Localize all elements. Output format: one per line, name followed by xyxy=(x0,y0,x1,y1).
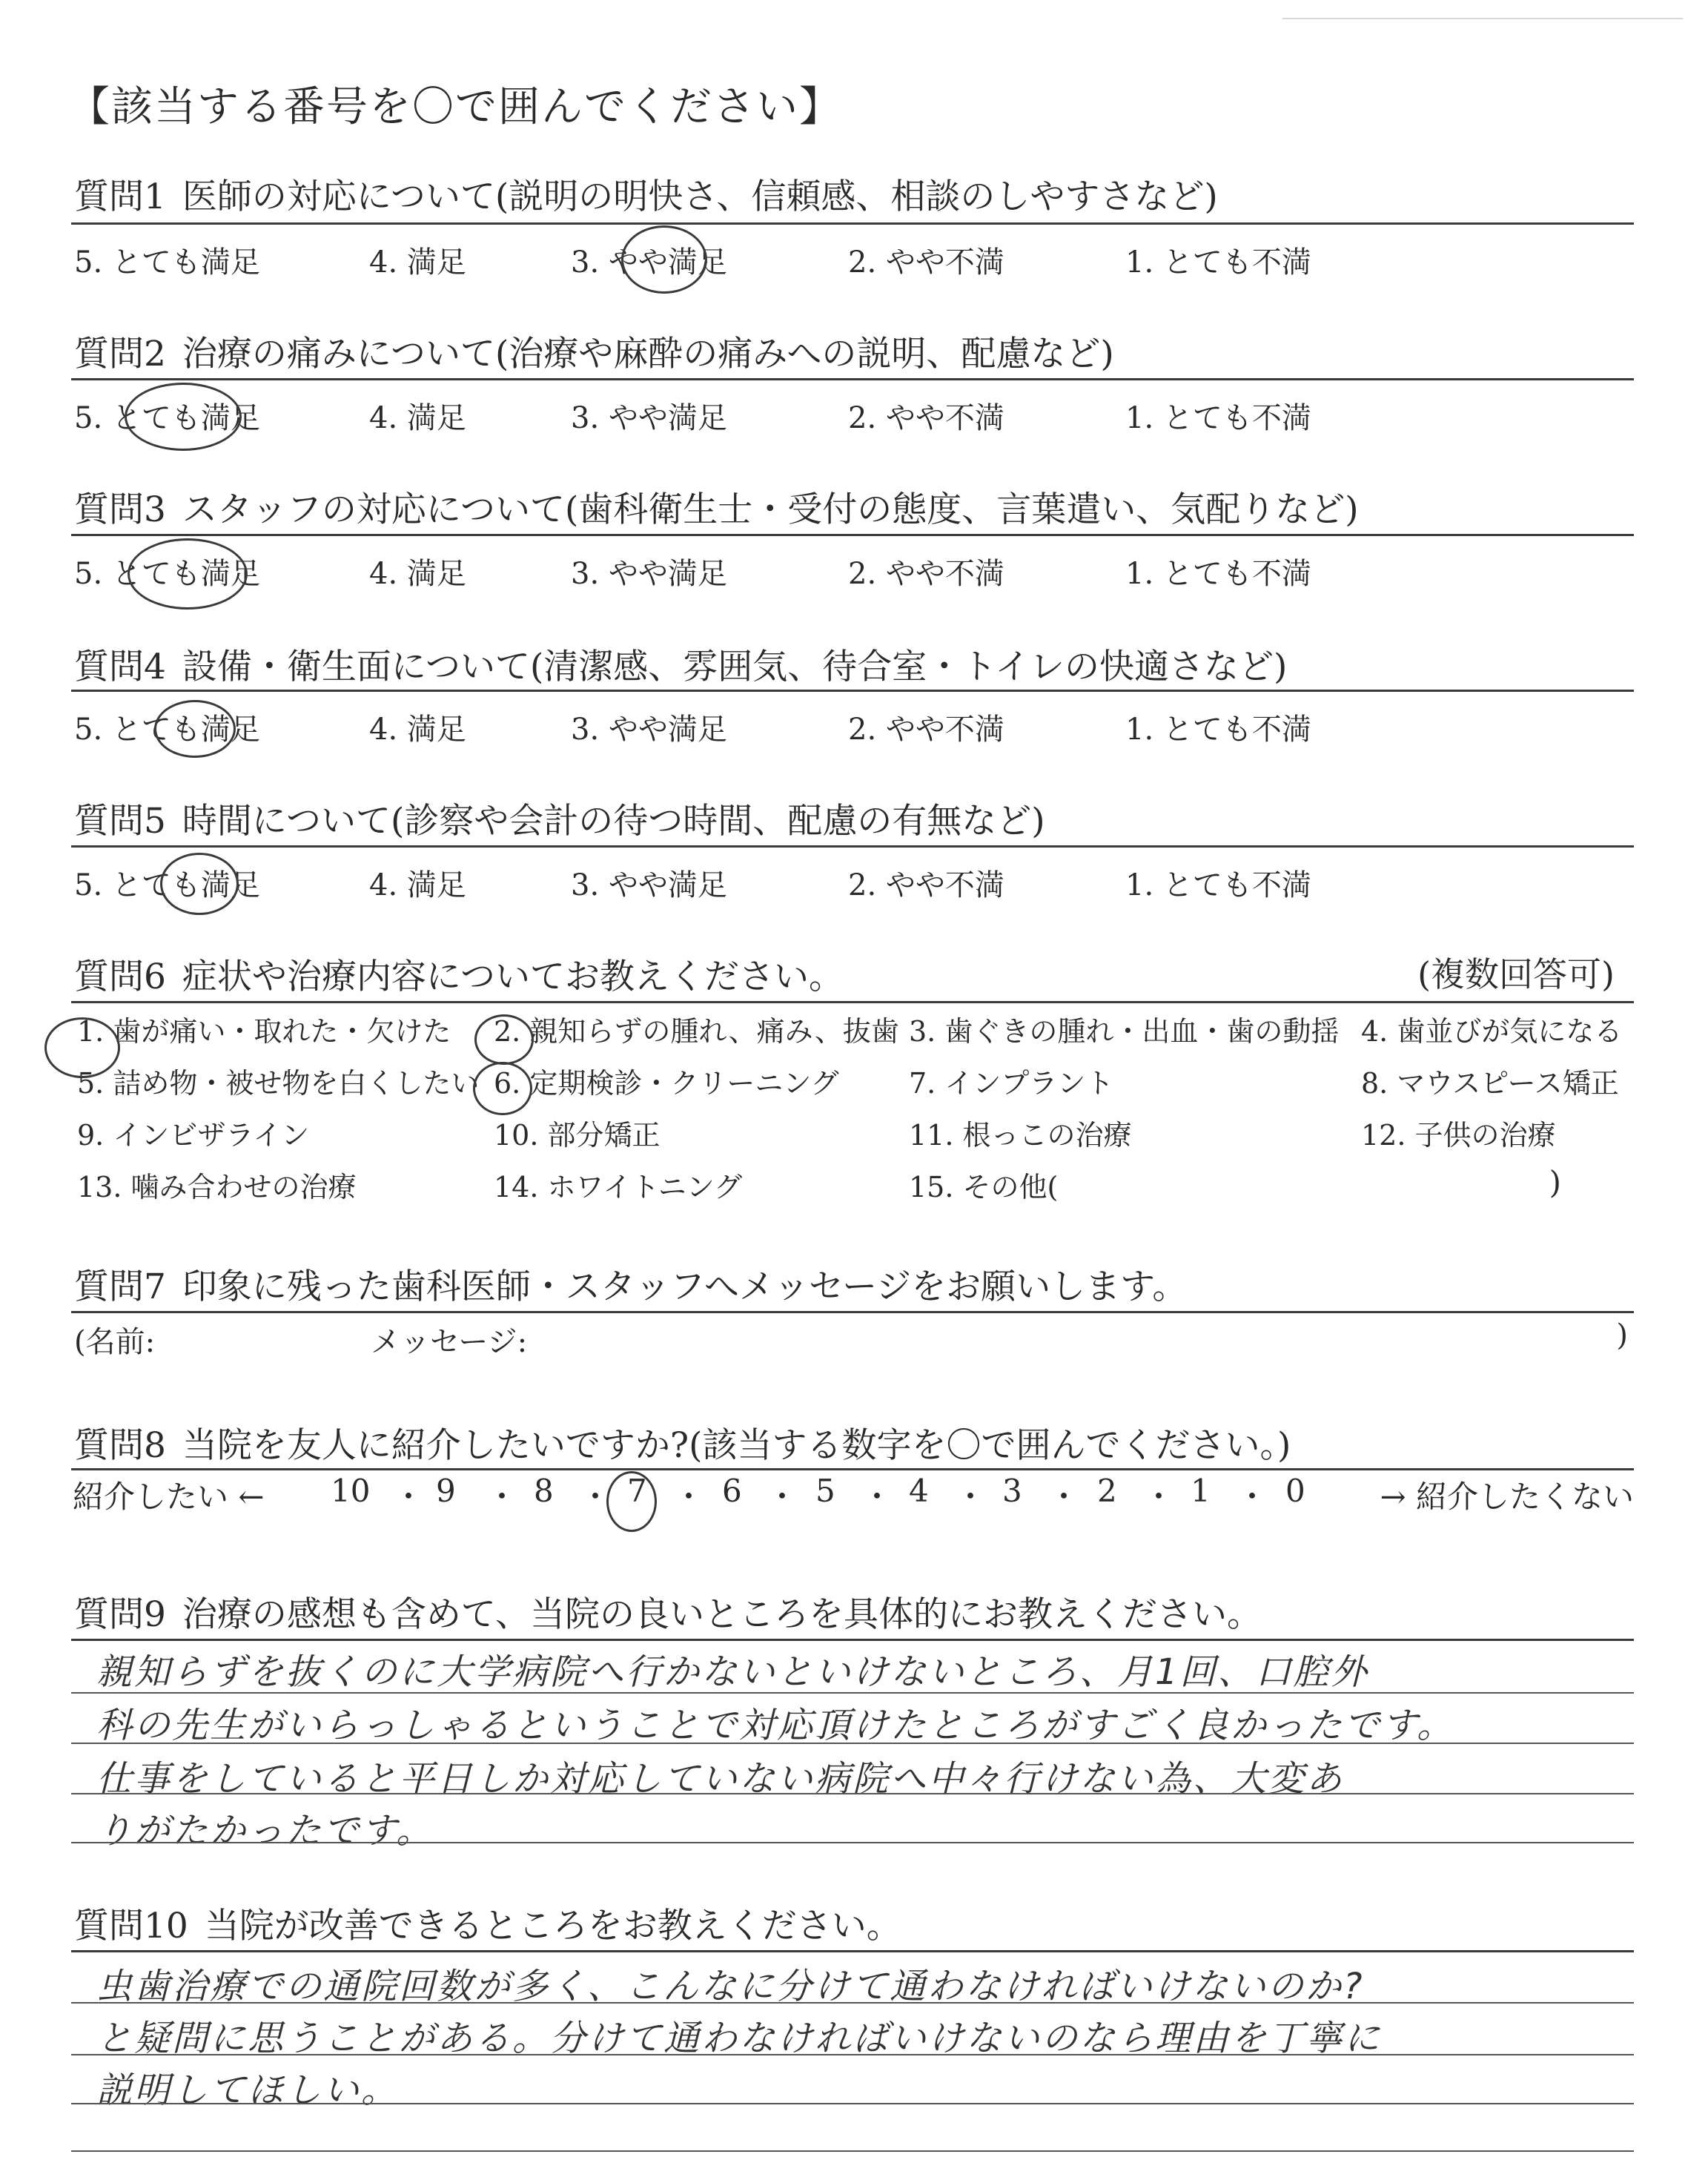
option-5[interactable]: 5. とても満足 xyxy=(74,713,260,747)
answer-rule xyxy=(71,2103,1634,2104)
question-rule xyxy=(71,1468,1634,1470)
selection-circle xyxy=(621,225,707,294)
symptom-option[interactable]: 5. 詰め物・被せ物を白くしたい xyxy=(77,1067,480,1100)
answer-rule xyxy=(71,1743,1634,1744)
question-number: 質問1 xyxy=(74,176,166,217)
option-5[interactable]: 5. とても満足 xyxy=(74,401,260,435)
selection-circle xyxy=(44,1017,120,1078)
scale-value[interactable]: 5 xyxy=(815,1473,835,1509)
scale-dot: ・ xyxy=(1048,1479,1080,1515)
symptom-option[interactable]: 1. 歯が痛い・取れた・欠けた xyxy=(77,1015,451,1048)
answer-line: 親知らずを抜くのに大学病院へ行かないといけないところ、月1回、口腔外 xyxy=(96,1651,1369,1693)
question-rule xyxy=(71,1311,1634,1313)
question-number: 質問5 xyxy=(74,801,166,842)
scale-dot: ・ xyxy=(767,1479,798,1515)
scale-value[interactable]: 10 xyxy=(331,1473,371,1509)
answer-rule xyxy=(71,1793,1634,1794)
symptom-option[interactable]: 10. 部分矯正 xyxy=(494,1119,661,1152)
option-4[interactable]: 4. 満足 xyxy=(369,557,466,591)
symptom-option[interactable]: 9. インビザライン xyxy=(77,1119,310,1152)
question-text: 設備・衛生面について(清潔感、雰囲気、待合室・トイレの快適さなど) xyxy=(182,647,1288,687)
question-text: 症状や治療内容についてお教えください。 xyxy=(182,957,844,997)
question-text: 印象に残った歯科医師・スタッフへメッセージをお願いします。 xyxy=(182,1266,1188,1307)
scale-dot: ・ xyxy=(486,1479,518,1515)
scale-value[interactable]: 7 xyxy=(627,1473,647,1509)
selection-circle xyxy=(606,1471,657,1532)
option-1[interactable]: 1. とても不満 xyxy=(1125,557,1311,591)
symptom-option[interactable]: 13. 噛み合わせの治療 xyxy=(77,1171,357,1203)
selection-circle xyxy=(474,1014,534,1065)
symptom-option[interactable]: 2. 親知らずの腫れ、痛み、抜歯 xyxy=(494,1015,899,1048)
answer-rule xyxy=(71,1842,1634,1843)
question-1-options xyxy=(74,239,1631,280)
symptom-option[interactable]: 7. インプラント xyxy=(909,1067,1114,1100)
scale-value[interactable]: 9 xyxy=(436,1473,456,1509)
question-3-title xyxy=(74,482,1359,532)
top-edge-mark xyxy=(1282,18,1683,19)
question-6-options xyxy=(71,1008,1635,1231)
question-8-title xyxy=(74,1418,1291,1467)
question-rule xyxy=(71,1001,1634,1003)
selection-circle xyxy=(154,700,236,758)
option-3[interactable]: 3. やや満足 xyxy=(571,557,727,591)
multiple-answers-note: (複数回答可) xyxy=(1417,954,1615,994)
answer-rule xyxy=(71,2054,1634,2055)
question-number: 質問6 xyxy=(74,957,166,997)
recommend-right-label: → 紹介したくない xyxy=(1380,1479,1634,1515)
answer-rule xyxy=(71,2150,1634,2152)
scale-value[interactable]: 2 xyxy=(1097,1473,1117,1509)
option-4[interactable]: 4. 満足 xyxy=(369,868,466,902)
scale-value[interactable]: 4 xyxy=(909,1473,929,1509)
question-2-options xyxy=(74,394,1631,435)
question-text: スタッフの対応について(歯科衛生士・受付の態度、言葉遣い、気配りなど) xyxy=(182,489,1359,530)
question-rule xyxy=(71,845,1634,848)
name-label: (名前: xyxy=(74,1325,156,1359)
option-4[interactable]: 4. 満足 xyxy=(369,713,466,747)
question-text: 医師の対応について(説明の明快さ、信頼感、相談のしやすさなど) xyxy=(182,176,1218,217)
answer-line: 科の先生がいらっしゃるということで対応頂けたところがすごく良かったです。 xyxy=(96,1705,1455,1746)
answer-line: 虫歯治療での通院回数が多く、こんなに分けて通わなければいけないのか? xyxy=(96,1966,1365,2007)
option-3[interactable]: 3. やや満足 xyxy=(571,245,727,280)
question-rule xyxy=(71,690,1634,692)
symptom-option[interactable]: 8. マウスピース矯正 xyxy=(1361,1067,1619,1100)
scale-dot: ・ xyxy=(1143,1479,1175,1515)
option-4[interactable]: 4. 満足 xyxy=(369,245,466,280)
symptom-option[interactable]: 6. 定期検診・クリーニング xyxy=(494,1067,839,1100)
scale-dot: ・ xyxy=(955,1479,987,1515)
question-4-title xyxy=(74,639,1287,689)
selection-circle xyxy=(128,538,248,610)
selection-circle xyxy=(125,383,242,451)
symptom-option[interactable]: 15. その他( xyxy=(909,1171,1059,1203)
question-rule xyxy=(71,1950,1634,1952)
symptom-option[interactable]: 4. 歯並びが気になる xyxy=(1361,1015,1623,1048)
option-1[interactable]: 1. とても不満 xyxy=(1125,401,1311,435)
question-3-options xyxy=(74,550,1631,591)
question-5-options xyxy=(74,862,1631,902)
option-1[interactable]: 1. とても不満 xyxy=(1125,868,1311,902)
symptom-option[interactable]: 12. 子供の治療 xyxy=(1361,1119,1556,1152)
option-2[interactable]: 2. やや不満 xyxy=(848,245,1004,280)
question-number: 質問3 xyxy=(74,489,166,530)
question-text: 治療の感想も含めて、当院の良いところを具体的にお教えください。 xyxy=(182,1594,1262,1635)
scale-value[interactable]: 0 xyxy=(1285,1473,1305,1509)
question-text: 当院が改善できるところをお教えください。 xyxy=(204,1906,901,1946)
question-number: 質問4 xyxy=(74,647,166,687)
question-number: 質問9 xyxy=(74,1594,166,1635)
question-rule xyxy=(71,222,1634,225)
answer-line: 仕事をしていると平日しか対応していない病院へ中々行けない為、大変あ xyxy=(96,1758,1345,1800)
question-number: 質問10 xyxy=(74,1906,188,1946)
symptom-option[interactable]: 14. ホワイトニング xyxy=(494,1171,743,1203)
option-2[interactable]: 2. やや不満 xyxy=(848,868,1004,902)
scale-dot: ・ xyxy=(861,1479,893,1515)
question-rule xyxy=(71,378,1634,380)
question-number: 質問2 xyxy=(74,334,166,374)
question-number: 質問7 xyxy=(74,1266,166,1307)
option-1[interactable]: 1. とても不満 xyxy=(1125,245,1311,280)
option-3[interactable]: 3. やや満足 xyxy=(571,713,727,747)
selection-circle xyxy=(473,1062,532,1115)
scale-dot: ・ xyxy=(393,1479,425,1515)
option-3[interactable]: 3. やや満足 xyxy=(571,401,727,435)
question-7-title xyxy=(74,1259,1187,1309)
option-2[interactable]: 2. やや不満 xyxy=(848,713,1004,747)
option-1[interactable]: 1. とても不満 xyxy=(1125,713,1311,747)
question-text: 時間について(診察や会計の待つ時間、配慮の有無など) xyxy=(182,801,1045,842)
question-9-title xyxy=(74,1587,1262,1636)
other-close-paren: ) xyxy=(1549,1164,1561,1200)
option-2[interactable]: 2. やや不満 xyxy=(848,557,1004,591)
symptom-option[interactable]: 3. 歯ぐきの腫れ・出血・歯の動揺 xyxy=(909,1015,1340,1048)
option-5[interactable]: 5. とても満足 xyxy=(74,557,260,591)
recommend-scale xyxy=(71,1473,1634,1517)
answer-rule xyxy=(71,1692,1634,1694)
message-close-paren: ) xyxy=(1616,1318,1628,1353)
question-5-title xyxy=(74,793,1045,843)
answer-line: と疑問に思うことがある。分けて通わなければいけないのなら理由を丁寧に xyxy=(96,2018,1383,2059)
option-5[interactable]: 5. とても満足 xyxy=(74,868,260,902)
answer-line: りがたかったです。 xyxy=(96,1810,434,1852)
scale-value[interactable]: 3 xyxy=(1002,1473,1022,1509)
question-text: 当院を友人に紹介したいですか?(該当する数字を〇で囲んでください。) xyxy=(182,1425,1291,1466)
answer-line: 説明してほしい。 xyxy=(96,2070,400,2111)
question-10-title xyxy=(74,1898,901,1948)
message-label: メッセージ: xyxy=(371,1325,528,1359)
question-2-title xyxy=(74,326,1114,376)
option-5[interactable]: 5. とても満足 xyxy=(74,245,260,280)
scale-value[interactable]: 1 xyxy=(1191,1473,1211,1509)
question-rule xyxy=(71,534,1634,536)
answer-rule xyxy=(71,2002,1634,2004)
symptom-option[interactable]: 11. 根っこの治療 xyxy=(909,1119,1132,1152)
option-4[interactable]: 4. 満足 xyxy=(369,401,466,435)
scale-value[interactable]: 8 xyxy=(534,1473,554,1509)
option-2[interactable]: 2. やや不満 xyxy=(848,401,1004,435)
question-4-options xyxy=(74,706,1631,747)
question-6-title xyxy=(74,949,844,999)
scale-dot: ・ xyxy=(1237,1479,1268,1515)
scale-dot: ・ xyxy=(673,1479,705,1515)
option-3[interactable]: 3. やや満足 xyxy=(571,868,727,902)
question-1-title xyxy=(74,169,1218,219)
page-title: 【該当する番号を〇で囲んでください】 xyxy=(68,83,842,131)
scale-value[interactable]: 6 xyxy=(722,1473,742,1509)
selection-circle xyxy=(160,853,239,915)
question-rule xyxy=(71,1639,1634,1641)
question-text: 治療の痛みについて(治療や麻酔の痛みへの説明、配慮など) xyxy=(182,334,1114,374)
recommend-left-label: 紹介したい ← xyxy=(73,1479,265,1515)
scale-dot: ・ xyxy=(580,1479,612,1515)
question-number: 質問8 xyxy=(74,1425,166,1466)
